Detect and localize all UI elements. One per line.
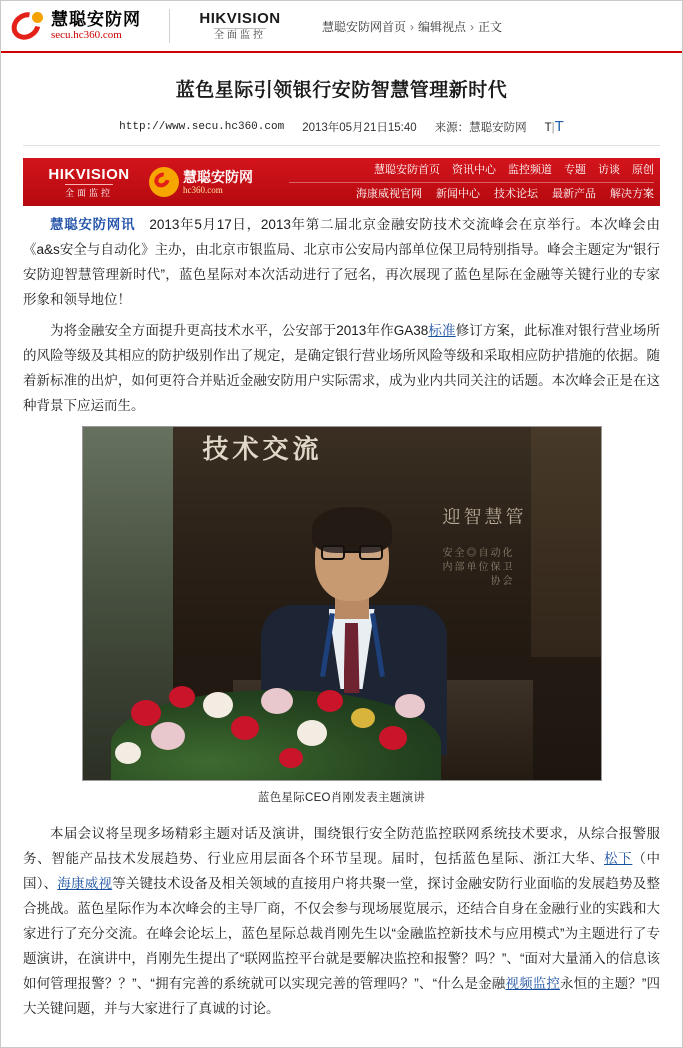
banner-nav2-item-3[interactable]: 最新产品: [552, 187, 596, 200]
breadcrumb-item-editor-view[interactable]: 编辑视点: [418, 19, 467, 34]
breadcrumb-sep-2: ›: [470, 19, 475, 34]
inline-link-panasonic[interactable]: 松下: [604, 851, 633, 866]
article-body: [23, 212, 660, 1021]
article-lead-source[interactable]: 慧聪安防网讯: [50, 217, 136, 232]
article-datetime: 2013年05月21日15:40: [302, 121, 417, 134]
article-url: http://www.secu.hc360.com: [119, 120, 285, 133]
banner-hc360-cn: 慧聪安防网: [183, 168, 253, 185]
banner-nav-item-0[interactable]: 慧聪安防首页: [374, 163, 440, 176]
photo-backdrop-text: 技术交流: [202, 434, 323, 464]
article-meta: [23, 118, 660, 146]
inline-link-video-surveillance[interactable]: 视频监控: [505, 976, 561, 991]
font-size-small-button[interactable]: T: [544, 122, 552, 134]
hc360-swoosh-icon: [9, 8, 49, 44]
banner-nav-item-5[interactable]: 原创: [632, 163, 654, 176]
banner-nav2-item-0[interactable]: 海康威视官网: [356, 187, 422, 200]
photo-caption: 蓝色星际CEO肖刚发表主题演讲: [257, 792, 426, 804]
banner-nav-item-3[interactable]: 专题: [564, 163, 586, 176]
banner-nav2-item-4[interactable]: 解决方案: [610, 187, 654, 200]
photo-backdrop-text-3: 安全◎自动化 内部单位保卫 协会: [442, 548, 515, 587]
paragraph-3-text-a: 本届会议将呈现多场精彩主题对话及演讲，围绕银行安全防范监控联网系统技术要求，从综合报警服务、智能产品技术发展趋势、行业应用层面各个环节呈现。届时，包括蓝色星际、浙江大华、: [23, 826, 660, 866]
font-size-separator: |: [551, 122, 555, 134]
paragraph-3-text-d: 永恒的主题？”四大关键问题，并与大家进行了真诚的讨论。: [23, 976, 661, 1016]
paragraph-2-text-b: 修订方案，此标准对银行营业场所的风险等级及其相应的防护级别作出了规定，是确定银行营业场所风险等级和采取相应防护措施的依据。随着新标准的出炉，如何更符合并贴近金融安防用户实际需求，成为业内共同关注的话题。本次峰会正是在这种背景下应运而生。: [23, 323, 661, 413]
banner-nav-item-2[interactable]: 监控频道: [508, 163, 552, 176]
photo-speaker-glasses: [321, 545, 383, 560]
site-header: [1, 1, 682, 53]
banner-nav: [289, 161, 660, 204]
inline-link-hikvision[interactable]: 海康威视: [57, 876, 113, 891]
article-figure: [23, 426, 660, 817]
inline-link-standard[interactable]: 标准: [428, 323, 456, 338]
breadcrumb-item-current: 正文: [478, 19, 503, 34]
hc360-logo-en: secu.hc360.com: [51, 29, 122, 41]
breadcrumb-sep-1: ›: [410, 19, 415, 34]
paragraph-2-text-a: 为将金融安全方面提升更高技术水平，公安部于2013年作GA38: [50, 323, 429, 338]
hc360-logo-cn: 慧聪安防网: [51, 10, 141, 29]
hikvision-logo-en: HIKVISION: [199, 10, 281, 27]
paragraph-3-text-b: （中国）、: [23, 851, 661, 891]
banner-nav-item-4[interactable]: 访谈: [598, 163, 620, 176]
hikvision-logo[interactable]: [180, 10, 300, 42]
paragraph-1: [23, 212, 660, 312]
article-photo: [82, 426, 602, 781]
banner-nav-row-1: [289, 161, 654, 180]
breadcrumb: [300, 18, 674, 35]
photo-backdrop-text-2: 迎智慧管: [442, 507, 527, 527]
paragraph-1-text: 2013年5月17日，2013年第二届北京金融安防技术交流峰会在京举行。本次峰会由《a&s安全与自动化》主办，由北京市银监局、北京市公安局内部单位保卫局特别指导。峰会主题定为“银行安防迎智慧管理新时代”，蓝色星际对本次活动进行了冠名，再次展现了蓝色星际在金融等关键行业的专家形象和领导地位！: [23, 217, 660, 307]
font-size-switcher[interactable]: [545, 118, 564, 135]
banner-nav2-item-1[interactable]: 新闻中心: [436, 187, 480, 200]
banner-hikvision-logo: [29, 166, 149, 199]
hikvision-banner-ad[interactable]: [23, 158, 660, 206]
banner-hikvision-en: HIKVISION: [48, 165, 130, 183]
hikvision-logo-cn: 全面监控: [214, 30, 266, 41]
banner-nav2-item-2[interactable]: 技术论坛: [494, 187, 538, 200]
page-title: 蓝色星际引领银行安防智慧管理新时代: [175, 80, 508, 101]
banner-nav-item-1[interactable]: 资讯中心: [452, 163, 496, 176]
hc360-logo[interactable]: [9, 8, 159, 44]
article-source: 来源：慧聪安防网: [434, 121, 527, 134]
breadcrumb-item-home[interactable]: 慧聪安防网首页: [322, 19, 407, 34]
banner-hc360-en: hc360.com: [183, 184, 223, 195]
header-divider: [169, 9, 170, 43]
banner-hikvision-cn: 全面监控: [65, 184, 113, 199]
paragraph-3: [23, 821, 660, 1021]
banner-nav-row-2: [289, 182, 654, 204]
photo-flower-arrangement: [111, 662, 441, 780]
paragraph-3-text-c: 等关键技术设备及相关领域的直接用户将共聚一堂，探讨金融安防行业面临的发展趋势及整合挑战。蓝色星际作为本次峰会的主导厂商，不仅会参与现场展览展示，还结合自身在金融行业的实践和大家进行了充分交流。在峰会论坛上，蓝色星际总裁肖刚先生以“金融监控新技术与应用模式”为主题进行了专题演讲，在演讲中，肖刚先生提出了“联网监控平台就是要解决监控和报警？吗？”、“面对大量涌入的信息该如何管理报警？？”、“拥有完善的系统就可以实现完善的管理吗？”、“什么是金融: [23, 876, 661, 991]
font-size-large-button[interactable]: T: [554, 118, 564, 135]
banner-hc360-icon: [149, 167, 179, 197]
banner-hc360-logo: [149, 167, 289, 197]
article-container: [1, 53, 682, 1021]
paragraph-2: [23, 318, 660, 418]
